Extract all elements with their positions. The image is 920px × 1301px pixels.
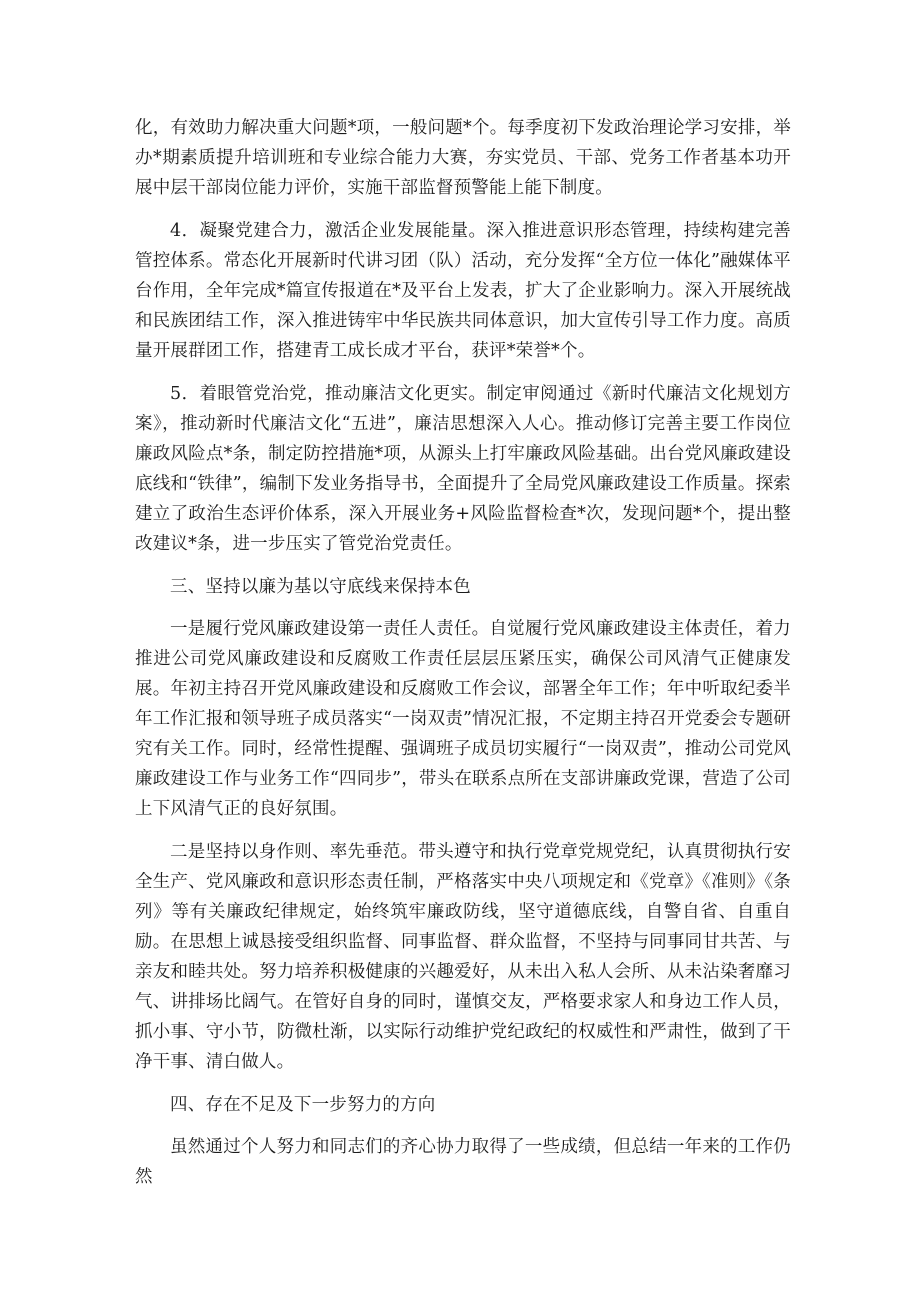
paragraph-item-5: 5．着眼管党治党，推动廉洁文化更实。制定审阅通过《新时代廉洁文化规划方案》，推动新时代廉洁文化“五进”，廉洁思想深入人心。推动修订完善主要工作岗位廉政风险点*条，制定防控措施*项，从源头上打牢廉政风险基础。出台党风廉政建设底线和“铁律”，编制下发业务指导书，全面提升了全局党风廉政建设工作质量。探索建立了政治生态评价体系，深入开展业务+风险监督检查*次，发现问题*个，提出整改建议*条，进一步压实了管党治党责任。 <box>135 384 791 554</box>
paragraph-shortcomings: 虽然通过个人努力和同志们的齐心协力取得了一些成绩，但总结一年来的工作仍然 <box>135 1137 791 1187</box>
section-heading-3: 三、坚持以廉为基以守底线来保持本色 <box>170 577 471 597</box>
paragraph-item-4: 4．凝聚党建合力，激活企业发展能量。深入推进意识形态管理，持续构建完善管控体系。常态化开展新时代讲习团（队）活动，充分发挥“全方位一体化”融媒体平台作用，全年完成*篇宣传报道在*及平台上发表，扩大了企业影响力。深入开展统战和民族团结工作，深入推进铸牢中华民族共同体意识，加大宣传引导工作力度。高质量开展群团工作，搭建青工成长成才平台，获评*荣誉*个。 <box>135 221 791 361</box>
paragraph-continuation: 化，有效助力解决重大问题*项，一般问题*个。每季度初下发政治理论学习安排，举办*期素质提升培训班和专业综合能力大赛，夯实党员、干部、党务工作者基本功开展中层干部岗位能力评价，实施干部监督预警能上能下制度。 <box>135 118 791 198</box>
section-heading-4: 四、存在不足及下一步努力的方向 <box>170 1095 436 1115</box>
document-body <box>135 113 791 1205</box>
paragraph-responsibility: 一是履行党风廉政建设第一责任人责任。自觉履行党风廉政建设主体责任，着力推进公司党风廉政建设和反腐败工作责任层层压紧压实，确保公司风清气正健康发展。年初主持召开党风廉政建设和反腐败工作会议，部署全年工作；年中听取纪委半年工作汇报和领导班子成员落实“一岗双责”情况汇报，不定期主持召开党委会专题研究有关工作。同时，经常性提醒、强调班子成员切实履行“一岗双责”，推动公司党风廉政建设工作与业务工作“四同步”，带头在联系点所在支部讲廉政党课，营造了公司上下风清气正的良好氛围。 <box>135 619 791 819</box>
paragraph-example: 二是坚持以身作则、率先垂范。带头遵守和执行党章党规党纪，认真贯彻执行安全生产、党风廉政和意识形态责任制，严格落实中央八项规定和《党章》《准则》《条列》等有关廉政纪律规定，始终筑牢廉政防线，坚守道德底线，自警自省、自重自励。在思想上诚恳接受组织监督、同事监督、群众监督，不坚持与同事同甘共苦、与亲友和睦共处。努力培养积极健康的兴趣爱好，从未出入私人会所、从未沾染奢靡习气、讲排场比阔气。在管好自身的同时，谨慎交友，严格要求家人和身边工作人员，抓小事、守小节，防微杜渐，以实际行动维护党纪政纪的权威性和严肃性，做到了干净干事、清白做人。 <box>135 842 791 1072</box>
